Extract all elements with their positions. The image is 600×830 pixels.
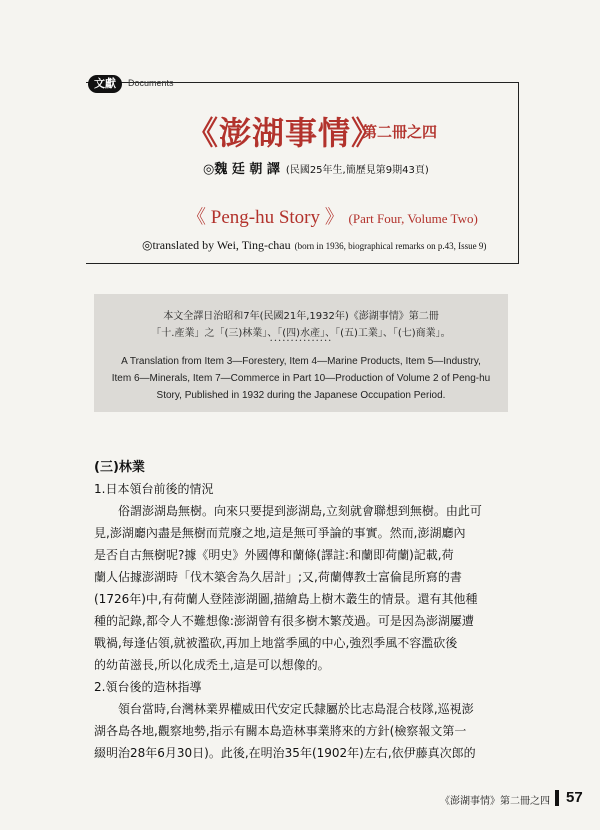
abstract-zh-line: 「十.產業」之「(三)林業」、「(四)水產」、「(五)工業」、「(七)商業」。: [151, 328, 451, 339]
translator-en-note: (born in 1936, biographical remarks on p.43, Issue 9): [294, 241, 487, 251]
paragraph-line: 戰禍,每逢佔領,就被濫砍,再加上地當季風的中心,強烈季風不容濫砍後: [94, 636, 458, 650]
page-footer: [0, 789, 600, 809]
article-title-en-main: 《 Peng-hu Story 》: [187, 207, 344, 228]
article-title-zh: 《澎湖事情》: [186, 114, 385, 152]
abstract-en-line: Story, Published in 1932 during the Japanese Occupation Period.: [156, 390, 446, 401]
paragraph-line: 領台當時,台灣林業界權威田代安定氏隸屬於比志島混合枝隊,巡視澎: [118, 702, 474, 716]
footer-running-title: 《澎湖事情》第二冊之四: [440, 796, 550, 807]
abstract-en-line: Item 6—Minerals, Item 7—Commerce in Part 10—Production of Volume 2 of Peng-hu: [111, 373, 491, 384]
abstract-zh-line: 本文全譯日治昭和7年(民國21年,1932年)《澎湖事情》第二冊: [163, 311, 439, 322]
paragraph-line: 是否自古無樹呢?據《明史》外國傳和蘭條(譯註:和蘭即荷蘭)記載,荷: [94, 548, 454, 562]
section-badge: 文獻: [88, 75, 122, 93]
abstract-box: [94, 294, 508, 412]
page-number: 57: [566, 789, 583, 806]
translator-zh-note: (民國25年生,簡歷見第9期43頁): [285, 165, 429, 176]
paragraph-line: 湖各島各地,觀察地勢,指示有關本島造林事業將來的方針(檢察報文第一: [94, 724, 467, 738]
subheading: 2.領台後的造林指導: [94, 680, 202, 694]
abstract-divider: ···············: [269, 336, 333, 347]
paragraph-line: 種的記錄,都令人不難想像:澎湖曾有很多樹木繁茂過。可是因為澎湖屢遭: [94, 614, 474, 628]
paragraph-line: 俗謂澎湖島無樹。向來只要提到澎湖島,立刻就會聯想到無樹。由此可: [118, 504, 482, 518]
paragraph-line: 蘭人佔據澎湖時「伐木築舍為久居計」;又,荷蘭傳教士富倫昆所寫的書: [94, 570, 462, 584]
article-title-en: [187, 202, 478, 229]
section-badge-en: Documents: [128, 78, 174, 88]
subheading: 1.日本領台前後的情況: [94, 482, 214, 496]
paragraph-line: 綴明治28年6月30日)。此後,在明治35年(1902年)左右,依伊藤真次郎的: [94, 746, 476, 760]
translator-zh: [203, 158, 429, 177]
paragraph-line: (1726年)中,有荷蘭人登陸澎湖圖,描繪島上樹木叢生的情景。還有其他種: [94, 592, 478, 606]
article-title-en-volume: (Part Four, Volume Two): [348, 211, 478, 226]
abstract-en-line: A Translation from Item 3—Forestery, Item 4—Marine Products, Item 5—Industry,: [121, 356, 481, 367]
translator-en: [142, 238, 486, 253]
section-heading: (三)林業: [94, 460, 145, 475]
translator-en-name: ◎translated by Wei, Ting-chau: [142, 238, 291, 252]
article-title-sub: 第二冊之四: [362, 123, 438, 141]
footer-divider: [555, 790, 559, 806]
paragraph-line: 見,澎湖廳內盡是無樹而荒廢之地,這是無可爭論的事實。然而,澎湖廳內: [94, 526, 466, 540]
translator-zh-name: ◎魏 廷 朝 譯: [203, 162, 280, 177]
paragraph-line: 的幼苗滋長,所以化成禿土,這是可以想像的。: [94, 658, 330, 672]
